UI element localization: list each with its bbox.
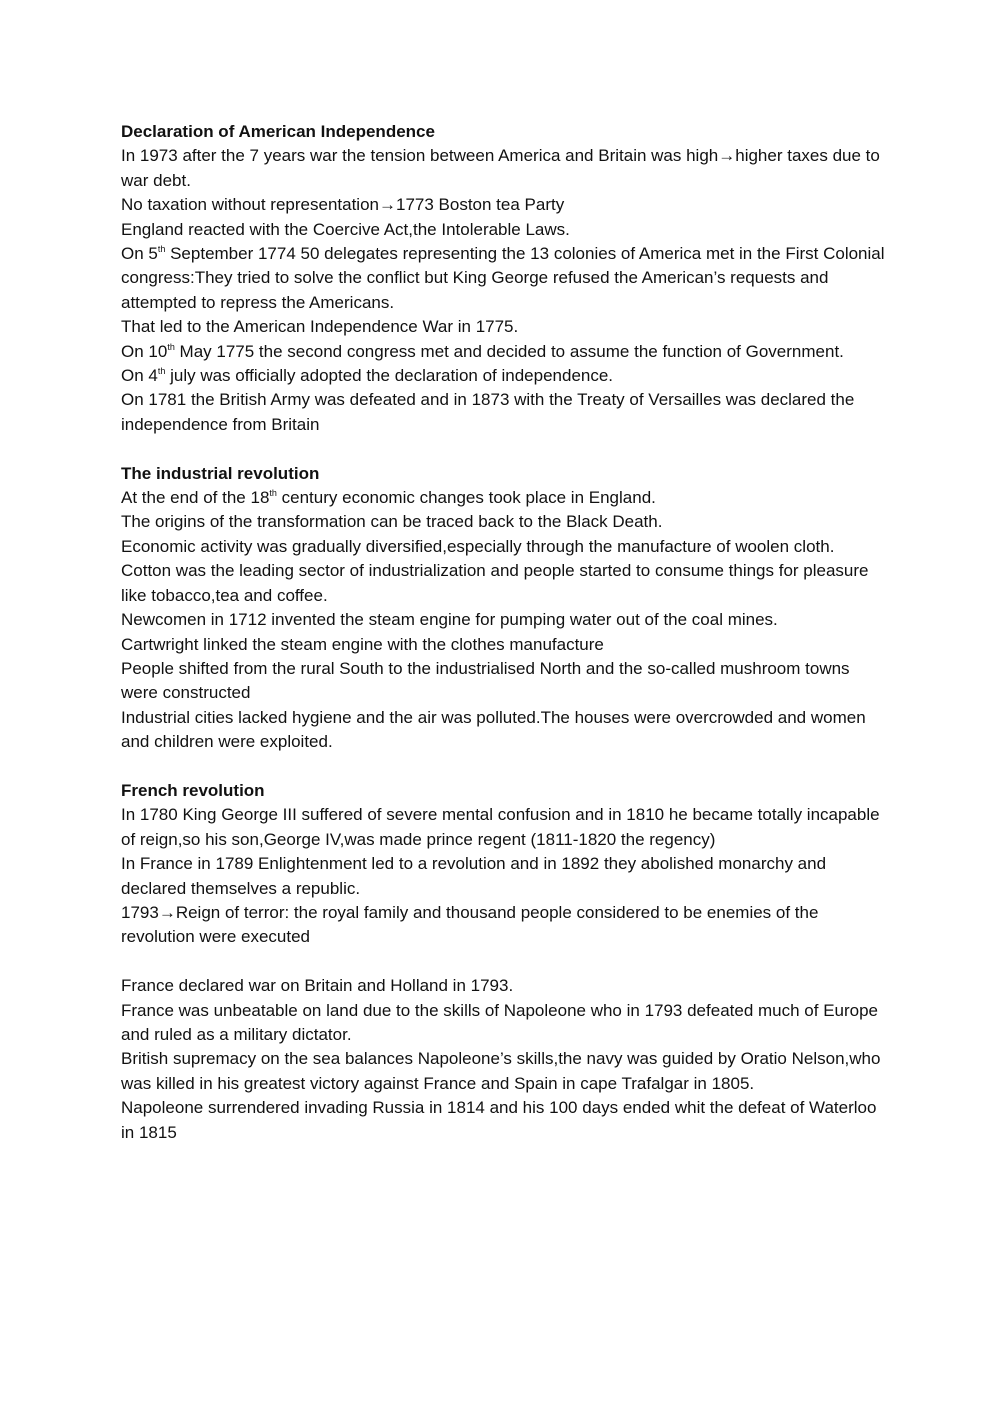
- paragraph: People shifted from the rural South to the industrialised North and the so-called mushroom towns were constructed: [121, 658, 850, 703]
- blank-line: [121, 950, 891, 974]
- paragraph: Industrial cities lacked hygiene and the air was polluted.The houses were overcrowded and women and children were exploited.: [121, 707, 866, 752]
- paragraph: France declared war on Britain and Holland in 1793.: [121, 976, 514, 996]
- paragraph: British supremacy on the sea balances Napoleone’s skills,the navy was guided by Oratio Nelson,who was killed in his greatest victory against France and Spain in cape Trafalgar in 1805.: [121, 1049, 881, 1093]
- section-industrial-revolution: [121, 462, 891, 755]
- paragraph: Cotton was the leading sector of industrialization and people started to consume things for pleasure like tobacco,tea and coffee.: [121, 561, 869, 605]
- paragraph: Cartwright linked the steam engine with the clothes manufacture: [121, 634, 604, 654]
- section-title: Declaration of American Independence: [121, 122, 435, 141]
- section-american-independence: [121, 120, 891, 437]
- document-page: [121, 120, 891, 1169]
- ordinal-suffix: th: [157, 366, 166, 377]
- paragraph: On 10th May 1775 the second congress met and decided to assume the function of Government.: [121, 341, 844, 361]
- paragraph: No taxation without representation→1773 Boston tea Party: [121, 195, 565, 215]
- paragraph: 1793→Reign of terror: the royal family and thousand people considered to be enemies of the revolution were executed: [121, 902, 819, 947]
- paragraph: At the end of the 18th century economic changes took place in England.: [121, 488, 656, 508]
- section-title: French revolution: [121, 780, 265, 800]
- paragraph: Economic activity was gradually diversified,especially through the manufacture of woolen cloth.: [121, 536, 835, 556]
- paragraph: That led to the American Independence War in 1775.: [121, 317, 519, 337]
- paragraph: On 5th September 1774 50 delegates representing the 13 colonies of America met in the First Colonial congress:They tried to solve the conflict but King George refused the American’s requests and attempted to repress the Americans.: [121, 244, 885, 312]
- paragraph: In 1780 King George III suffered of severe mental confusion and in 1810 he became totally incapable of reign,so his son,George IV,was made prince regent (1811-1820 the regency): [121, 805, 880, 849]
- section-french-revolution: [121, 779, 891, 1145]
- paragraph: Newcomen in 1712 invented the steam engine for pumping water out of the coal mines.: [121, 610, 778, 630]
- paragraph: Napoleone surrendered invading Russia in 1814 and his 100 days ended whit the defeat of Waterloo in 1815: [121, 1098, 877, 1142]
- paragraph: On 4th july was officially adopted the declaration of independence.: [121, 366, 614, 386]
- paragraph: In 1973 after the 7 years war the tension between America and Britain was high→higher taxes due to war debt.: [121, 146, 880, 190]
- paragraph: The origins of the transformation can be traced back to the Black Death.: [121, 512, 663, 532]
- ordinal-suffix: th: [157, 244, 166, 255]
- paragraph: England reacted with the Coercive Act,the Intolerable Laws.: [121, 219, 570, 239]
- ordinal-suffix: th: [269, 488, 277, 499]
- paragraph: France was unbeatable on land due to the skills of Napoleone who in 1793 defeated much of Europe and ruled as a military dictator.: [121, 1000, 879, 1044]
- paragraph: On 1781 the British Army was defeated and in 1873 with the Treaty of Versailles was declared the independence from Britain: [121, 390, 855, 434]
- section-title: The industrial revolution: [121, 463, 320, 483]
- ordinal-suffix: th: [167, 341, 175, 352]
- paragraph: In France in 1789 Enlightenment led to a revolution and in 1892 they abolished monarchy and declared themselves a republic.: [121, 854, 827, 898]
